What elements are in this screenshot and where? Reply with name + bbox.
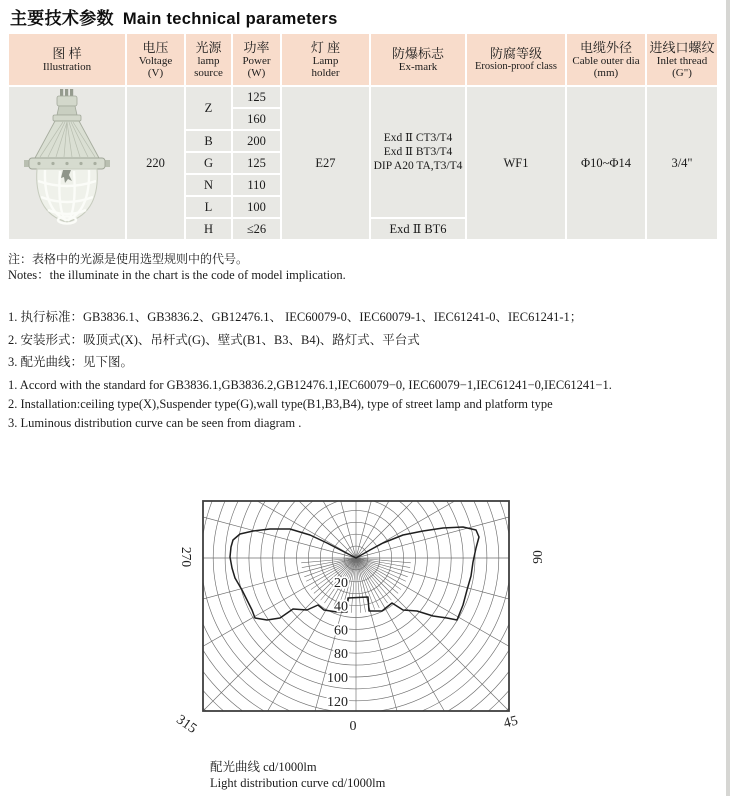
header-unit: (V) — [147, 67, 164, 79]
power-cell: ≤26 — [233, 219, 280, 239]
caption-en: Light distribution curve cd/1000lm — [210, 775, 386, 790]
col-header-inlet-thread — [647, 34, 717, 85]
ring-label: 80 — [334, 647, 348, 663]
ring-label: 20 — [334, 575, 348, 591]
lamp-illustration — [15, 87, 119, 235]
ring-label: 100 — [327, 671, 348, 686]
col-header-lamp-source — [186, 34, 231, 85]
col-header-lamp-holder — [282, 34, 369, 85]
notes-block — [8, 252, 346, 283]
power-cell: 100 — [233, 197, 280, 217]
col-header-voltage — [127, 34, 184, 85]
header-en: Power — [242, 54, 271, 67]
page-title-zh: 主要技术参数 — [10, 9, 114, 28]
page-edge-strip — [726, 0, 730, 796]
angle-label-45: 45 — [502, 713, 520, 732]
power-cell: 160 — [233, 109, 280, 129]
header-unit: (W) — [247, 67, 266, 79]
ex-mark-line: DIP A20 TA,T3/T4 — [373, 160, 463, 172]
col-header-power — [233, 34, 280, 85]
standards-list-zh — [8, 306, 582, 374]
list-item: 1. 执行标准：GB3836.1、GB3836.2、GB12476.1、 IEC60079-0、IEC60079-1、IEC61241-0、IEC61241-1； — [8, 310, 583, 324]
header-zh: 光源 — [195, 39, 222, 55]
col-header-cable-dia — [567, 34, 645, 85]
power-cell: 125 — [233, 87, 280, 107]
header-zh: 防爆标志 — [391, 45, 444, 61]
col-header-ex-mark — [371, 34, 465, 85]
note-en: Notes：the illuminate in the chart is the code of model implication. — [8, 268, 346, 282]
ex-mark-line: Exd Ⅱ BT3/T4 — [383, 146, 453, 158]
ex-mark-cell — [371, 87, 465, 217]
angle-label-0: 0 — [349, 719, 357, 734]
parameters-table — [7, 32, 719, 241]
standards-list-en — [8, 376, 612, 433]
header-en: lamp — [197, 54, 220, 67]
list-item: 1. Accord with the standard for GB3836.1,GB3836.2,GB12476.1,IEC60079−0, IEC60079−1,IEC61241−0,IEC61241−1. — [8, 378, 612, 392]
header-en: Lamp — [312, 54, 339, 67]
note-zh: 注：表格中的光源是使用选型规则中的代号。 — [8, 252, 249, 266]
source-cell-z: Z — [186, 87, 231, 129]
list-item: 3. 配光曲线：见下图。 — [8, 355, 134, 369]
angle-label-270: 270 — [179, 546, 194, 568]
source-cell: G — [186, 153, 231, 173]
table-row — [9, 87, 717, 107]
ring-label: 40 — [334, 599, 348, 615]
power-cell: 125 — [233, 153, 280, 173]
power-cell: 110 — [233, 175, 280, 195]
header-unit: (G") — [672, 67, 692, 79]
ring-label: 60 — [334, 623, 348, 639]
caption-zh: 配光曲线 cd/1000lm — [210, 760, 317, 774]
header-unit: (mm) — [593, 67, 619, 79]
header-en: Inlet thread — [656, 54, 708, 67]
list-item: 2. 安装形式：吸顶式(X)、吊杆式(G)、壁式(B1、B3、B4)、路灯式、平台式 — [8, 332, 420, 347]
cable-dia-cell: Φ10~Φ14 — [567, 87, 645, 239]
header-en: Voltage — [138, 54, 173, 67]
header-zh: 电缆外径 — [579, 39, 632, 55]
lamp-holder-cell: E27 — [282, 87, 369, 239]
header-zh: 功率 — [243, 39, 270, 55]
light-distribution-diagram — [202, 500, 510, 712]
source-cell: H — [186, 219, 231, 239]
header-en: holder — [311, 67, 340, 79]
header-zh: 电压 — [142, 39, 169, 55]
page-title-en: Main technical parameters — [122, 10, 338, 28]
angle-label-315: 315 — [173, 712, 200, 737]
source-cell: L — [186, 197, 231, 217]
header-en: Erosion-proof class — [475, 60, 557, 72]
erosion-class-cell: WF1 — [467, 87, 565, 239]
header-en: Cable outer dia — [572, 54, 640, 67]
header-zh: 灯 座 — [310, 39, 341, 55]
list-item: 3. Luminous distribution curve can be seen from diagram . — [8, 416, 302, 430]
diagram-caption — [210, 760, 385, 791]
list-item: 2. Installation:ceiling type(X),Suspender type(G),wall type(B1,B3,B4), type of street lamp and platform type — [8, 397, 553, 411]
header-zh: 图 样 — [52, 45, 82, 61]
header-en: source — [194, 67, 223, 79]
source-cell: B — [186, 131, 231, 151]
col-header-erosion-class — [467, 34, 565, 85]
ex-mark-h-cell: Exd Ⅱ BT6 — [371, 219, 465, 239]
voltage-cell: 220 — [127, 87, 184, 239]
header-zh: 防腐等级 — [489, 45, 542, 61]
ex-mark-line: Exd Ⅱ CT3/T4 — [383, 132, 453, 144]
power-cell: 200 — [233, 131, 280, 151]
page-title — [10, 4, 338, 29]
inlet-thread-cell: 3/4" — [647, 87, 717, 239]
angle-label-90: 90 — [530, 550, 545, 564]
header-en: Ex-mark — [398, 60, 438, 73]
ring-label: 120 — [327, 694, 348, 710]
col-header-illustration — [9, 34, 125, 85]
source-cell: N — [186, 175, 231, 195]
illustration-cell — [9, 87, 125, 239]
header-zh: 进线口螺纹 — [649, 39, 715, 55]
header-en: Illustration — [42, 60, 92, 73]
header-row — [9, 34, 717, 85]
